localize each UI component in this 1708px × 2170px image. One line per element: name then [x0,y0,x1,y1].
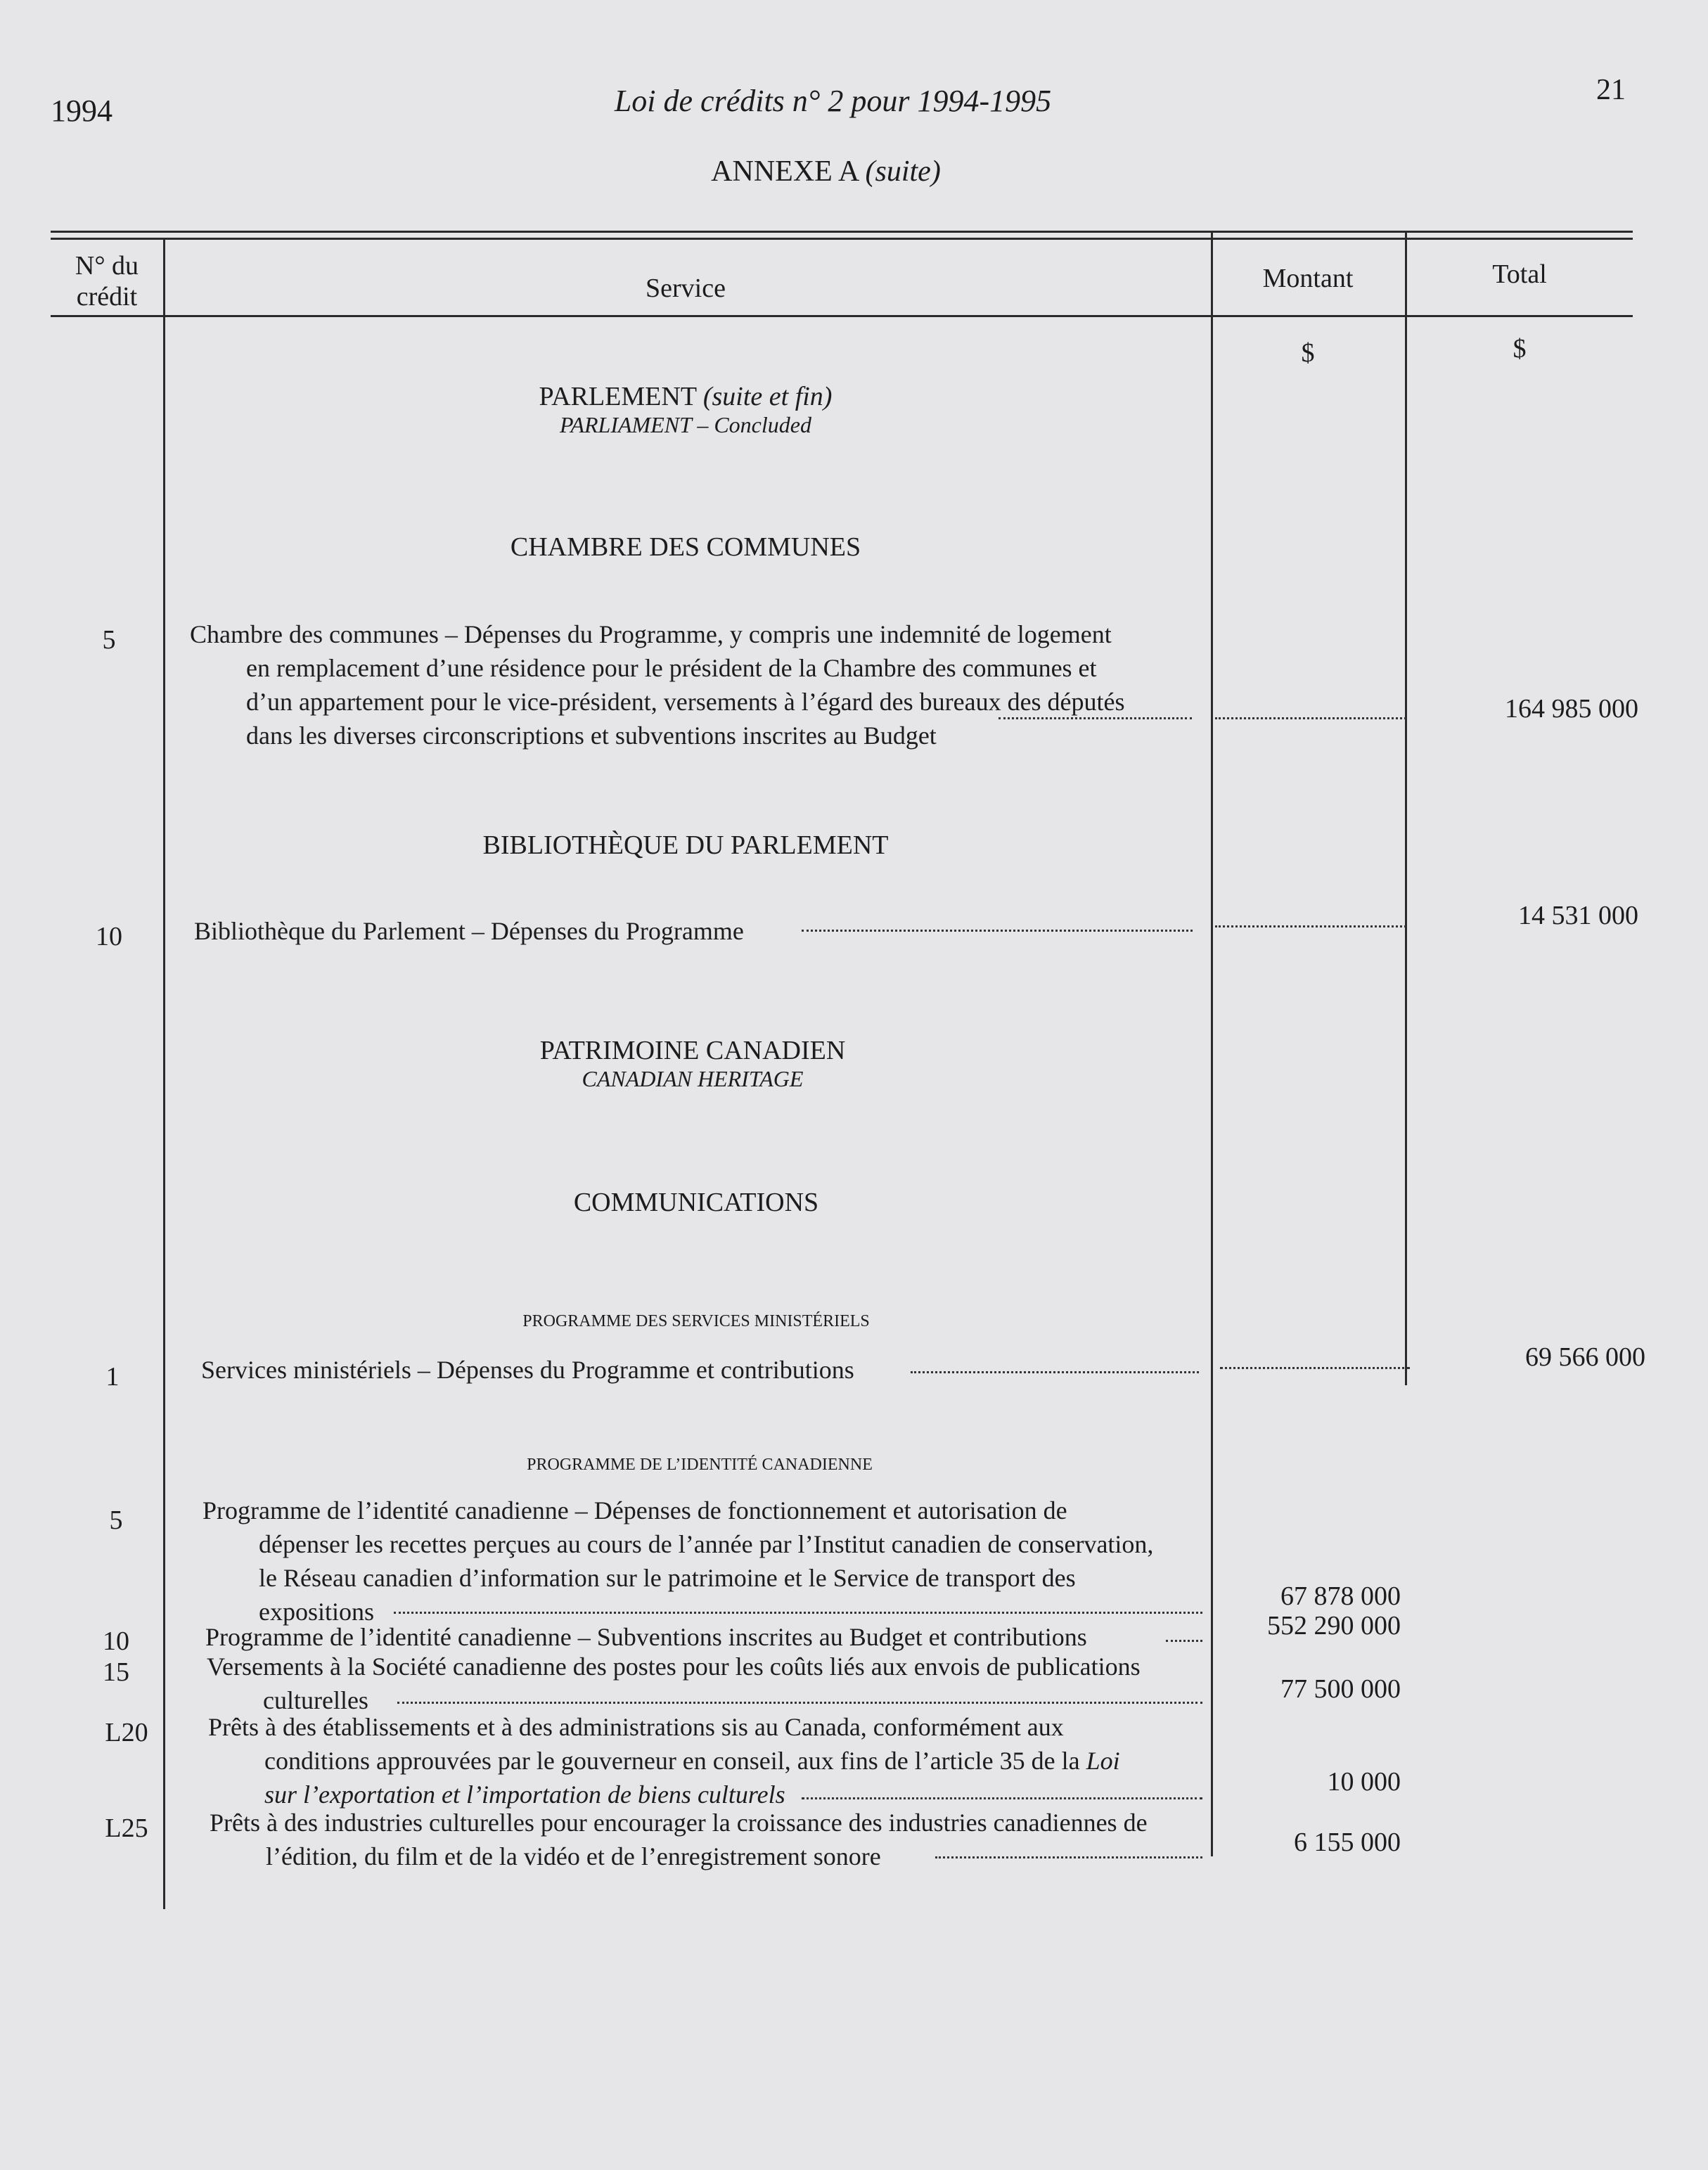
vote-number: 10 [103,1626,129,1656]
montant-amount: 67 878 000 [1280,1581,1401,1611]
vote-number: L20 [105,1718,148,1747]
programme-heading: PROGRAMME DE L’IDENTITÉ CANADIENNE [527,1456,873,1474]
column-header-total: Total [1492,259,1547,289]
service-line: Versements à la Société canadienne des postes pour les coûts liés aux envois de publications [207,1652,1141,1681]
total-amount: 164 985 000 [1505,694,1638,724]
currency-total: $ [1513,334,1527,364]
service-line-text: conditions approuvées par le gouverneur en conseil, aux fins de l’article 35 de la [264,1747,1080,1775]
dot-leader [999,717,1192,719]
section-bibliotheque-title: BIBLIOTHÈQUE DU PARLEMENT [482,830,889,860]
dot-leader [1166,1640,1202,1642]
dot-leader [802,930,1193,932]
section-parlement-title [165,381,1206,412]
dot-leader [911,1371,1199,1373]
service-line: l’édition, du film et de la vidéo et de l’enregistrement sonore [266,1842,881,1870]
vote-number: 5 [109,1505,123,1535]
service-line: le Réseau canadien d’information sur le patrimoine et le Service de transport des [259,1564,1076,1592]
column-header-vote-line2: crédit [76,282,138,312]
service-line: Prêts à des industries culturelles pour encourager la croissance des industries canadiennes de [210,1809,1148,1837]
table-top-rule-1 [51,231,1633,233]
service-description [210,1806,1212,1873]
vote-number: 10 [96,922,122,951]
column-divider-montant [1405,232,1407,1385]
montant-amount: 77 500 000 [1280,1674,1401,1704]
total-amount: 14 531 000 [1518,901,1638,930]
service-description [205,1620,1207,1654]
vote-number: 1 [105,1362,120,1392]
section-parlement-title-text: PARLEMENT [539,382,697,411]
dot-leader [1215,717,1406,719]
total-amount: 69 566 000 [1525,1342,1645,1372]
service-line: Programme de l’identité canadienne – Subventions inscrites au Budget et contributions [205,1623,1087,1651]
section-chambre-title: CHAMBRE DES COMMUNES [510,532,861,562]
column-header-vote-line1: N° du [75,251,139,281]
service-description [201,1353,1207,1387]
header-title [0,83,1708,119]
vote-number: 5 [102,625,116,655]
service-line: dans les diverses circonscriptions et subventions inscrites au Budget [246,721,937,750]
annex-suffix: (suite) [865,155,941,188]
service-line: en remplacement d’une résidence pour le président de la Chambre des communes et [246,654,1097,682]
column-header-montant: Montant [1262,264,1354,293]
section-parlement-subtitle: PARLIAMENT – Concluded [560,412,811,437]
dot-leader [802,1797,1202,1799]
service-line: Services ministériels – Dépenses du Programme et contributions [201,1356,854,1384]
service-line-italic: Loi [1086,1747,1120,1775]
service-line: sur l’exportation et l’importation de biens culturels [264,1780,785,1809]
annex-title: ANNEXE A [711,155,859,188]
service-description [208,1710,1210,1811]
dot-leader [1215,925,1406,927]
vote-number: 15 [103,1657,129,1687]
section-parlement-suffix: (suite et fin) [702,382,833,411]
column-header-service: Service [646,274,726,303]
table-header-rule [51,315,1633,317]
section-patrimoine-subtitle: CANADIAN HERITAGE [582,1066,804,1091]
header-year: 1994 [51,94,113,128]
section-patrimoine-title: PATRIMOINE CANADIEN [539,1036,846,1065]
service-line: expositions [259,1598,375,1626]
service-description [207,1650,1209,1717]
service-description [190,617,1195,752]
dot-leader [935,1856,1202,1858]
table-top-rule-2 [51,238,1633,240]
service-line: Prêts à des établissements et à des administrations sis au Canada, conformément aux [208,1713,1064,1741]
header-title-text: Loi de crédits n° 2 pour 1994-1995 [614,84,1052,118]
service-line: culturelles [263,1686,368,1714]
annex-heading [0,155,1708,188]
vote-number: L25 [105,1813,148,1843]
section-communications-title: COMMUNICATIONS [573,1188,819,1217]
service-line: Bibliothèque du Parlement – Dépenses du Programme [194,917,744,945]
programme-heading: PROGRAMME DES SERVICES MINISTÉRIELS [522,1312,870,1330]
service-line: d’un appartement pour le vice-président, versements à l’égard des bureaux des députés [246,688,1125,716]
service-line [208,1744,1210,1778]
montant-amount: 552 290 000 [1267,1611,1401,1641]
montant-amount: 10 000 [1327,1767,1401,1797]
currency-montant: $ [1301,338,1315,368]
montant-amount: 6 155 000 [1294,1828,1401,1857]
service-line: dépenser les recettes perçues au cours de l’année par l’Institut canadien de conservation, [259,1530,1154,1558]
dot-leader [1220,1367,1410,1369]
service-line: Programme de l’identité canadienne – Dépenses de fonctionnement et autorisation de [203,1496,1067,1524]
dot-leader [397,1702,1202,1704]
page-number: 21 [1596,74,1626,106]
column-header-vote [51,250,163,312]
service-line: Chambre des communes – Dépenses du Programme, y compris une indemnité de logement [190,620,1112,648]
service-description [203,1494,1205,1629]
dot-leader [394,1612,1202,1614]
